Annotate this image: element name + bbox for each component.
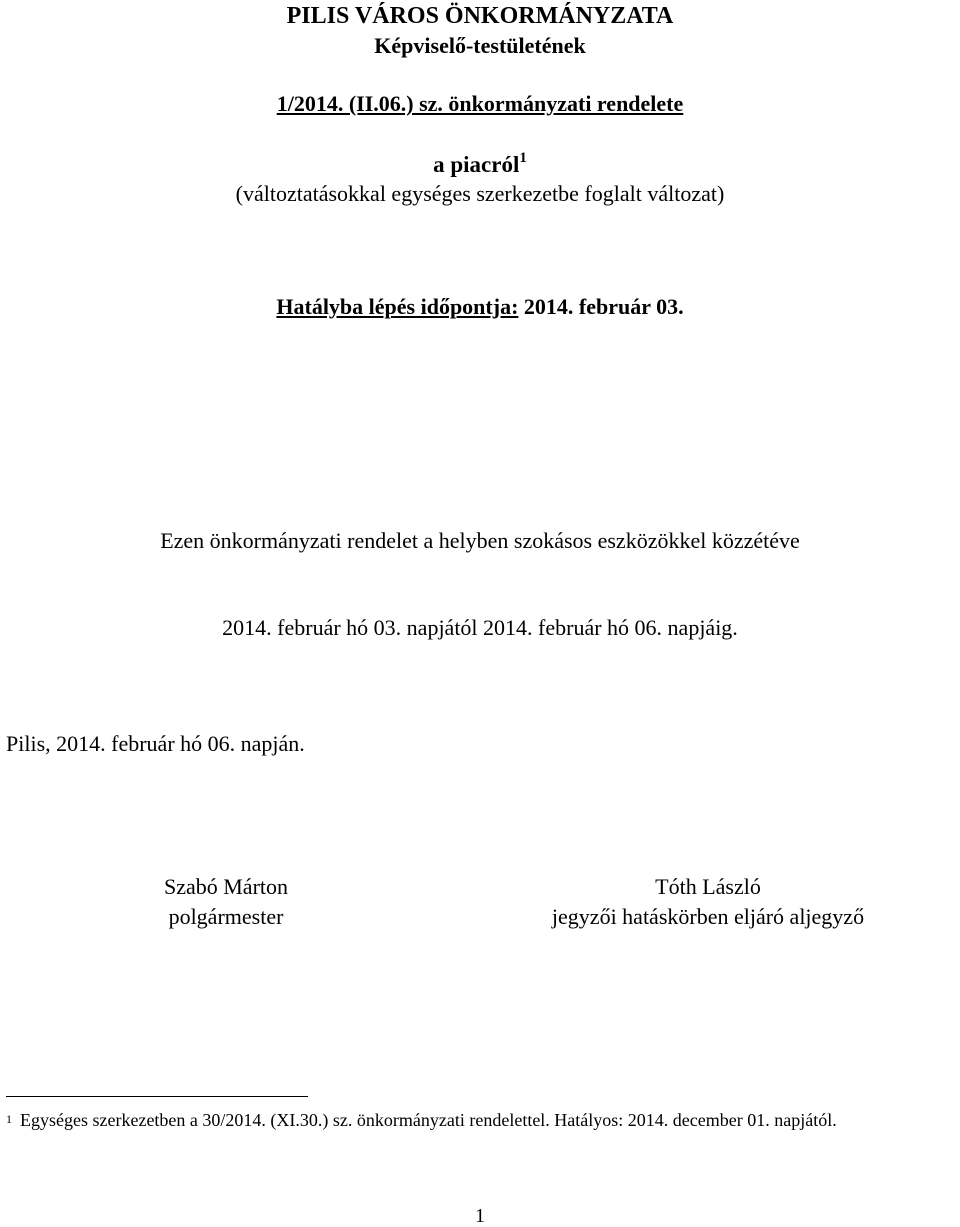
effective-date-label: Hatályba lépés időpontja: (276, 294, 519, 319)
footnote (6, 1109, 954, 1131)
decree-subject (0, 150, 960, 177)
page-number: 1 (475, 1205, 485, 1227)
footnote-separator (6, 1096, 308, 1097)
signatory-name-right: Tóth László (655, 874, 761, 899)
council-subtitle: Képviselő-testületének (374, 33, 586, 58)
footnote-reference: 1 (519, 150, 527, 166)
effective-date-line (0, 296, 960, 318)
signatory-role-right: jegyzői hatáskörben eljáró aljegyző (551, 904, 865, 929)
footnote-marker: 1 (6, 1112, 12, 1126)
decree-number: 1/2014. (II.06.) sz. önkormányzati rendelete (276, 91, 684, 116)
signatory-role-left: polgármester (168, 904, 284, 929)
place-and-date: Pilis, 2014. február hó 06. napján. (6, 731, 305, 756)
effective-date-value: 2014. február 03. (523, 294, 684, 319)
footnote-text: Egységes szerkezetben a 30/2014. (XI.30.) sz. önkormányzati rendelettel. Hatályos: 2014. december 01. napjától. (20, 1110, 837, 1130)
signature-left (114, 872, 338, 932)
consolidated-version-note: (változtatásokkal egységes szerkezetbe foglalt változat) (235, 181, 725, 206)
municipality-title: PILIS VÁROS ÖNKORMÁNYZATA (286, 3, 674, 29)
signatory-name-left: Szabó Márton (163, 874, 289, 899)
decree-subject-title: a piacról (433, 152, 520, 177)
publication-statement: Ezen önkormányzati rendelet a helyben szokásos eszközökkel közzétéve (160, 528, 800, 553)
publication-period: 2014. február hó 03. napjától 2014. február hó 06. napjáig. (222, 615, 738, 640)
signature-right (500, 872, 916, 932)
